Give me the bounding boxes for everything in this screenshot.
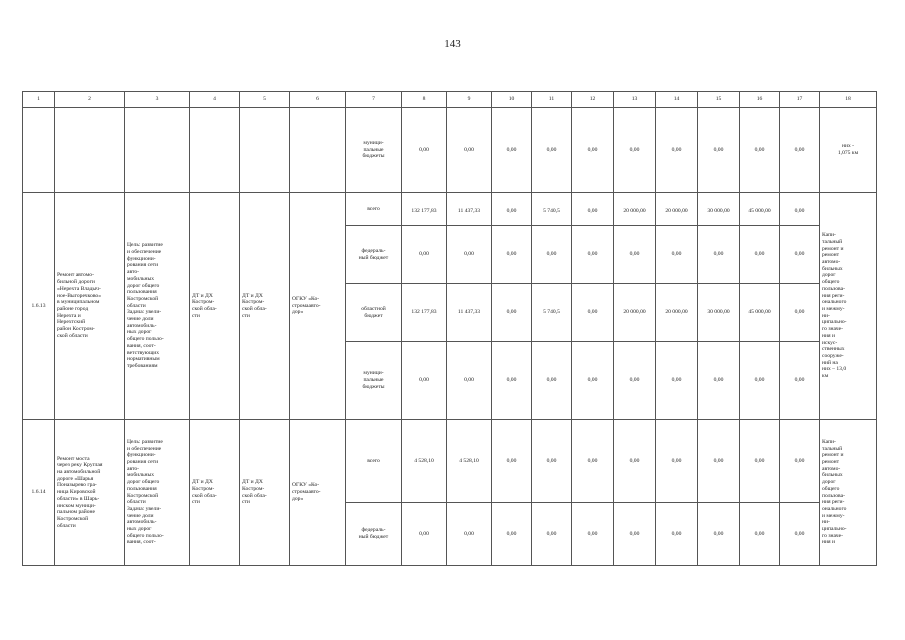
amount-cell: 0,00 [402,503,447,566]
amount-cell: 0,00 [740,226,780,284]
amount-cell: 45 000,00 [740,193,780,226]
amount-cell: 0,00 [447,226,492,284]
amount-cell: 132 177,83 [402,284,447,342]
funding-row [23,420,877,503]
amount-cell: 4 528,10 [447,420,492,503]
empty-cell [125,108,190,193]
column-number: 12 [572,92,614,108]
amount-cell: 0,00 [402,342,447,420]
amount-cell: 0,00 [572,342,614,420]
column-number: 5 [240,92,290,108]
item-name: Ремонт моста через реку Круглая на автомобильной дороге «Шарья Поназырево гра- ница Кировской области» в Шарь- инском муници- пальном районе Костромской области [55,420,125,566]
amount-cell: 0,00 [740,342,780,420]
amount-cell: 20 000,00 [614,284,656,342]
amount-cell: 0,00 [532,108,572,193]
amount-cell: 0,00 [402,108,447,193]
amount-cell: 0,00 [572,108,614,193]
amount-cell: 0,00 [447,108,492,193]
amount-cell: 0,00 [656,342,698,420]
column-number: 1 [23,92,55,108]
funding-row [23,193,877,226]
coordinator: ДТ и ДХ Костром- ской обла- сти [240,193,290,420]
amount-cell: 0,00 [780,503,820,566]
amount-cell: 0,00 [614,503,656,566]
amount-cell: 20 000,00 [614,193,656,226]
amount-cell: 30 000,00 [698,193,740,226]
funding-source: федераль- ный бюджет [346,226,402,284]
amount-cell: 0,00 [656,503,698,566]
column-number: 3 [125,92,190,108]
column-number: 8 [402,92,447,108]
amount-cell: 20 000,00 [656,193,698,226]
amount-cell: 0,00 [614,226,656,284]
empty-cell [190,108,240,193]
column-number-row [23,92,877,108]
amount-cell: 0,00 [780,226,820,284]
amount-cell: 0,00 [532,226,572,284]
funding-source: муници- пальные бюджеты [346,108,402,193]
funding-source: областной бюджет [346,284,402,342]
amount-cell: 0,00 [780,342,820,420]
amount-cell: 0,00 [572,503,614,566]
amount-cell: 0,00 [572,284,614,342]
column-number: 18 [820,92,877,108]
amount-cell: 0,00 [780,420,820,503]
amount-cell: 0,00 [740,503,780,566]
amount-cell: 0,00 [698,108,740,193]
column-number: 17 [780,92,820,108]
amount-cell: 0,00 [614,420,656,503]
amount-cell: 0,00 [492,420,532,503]
responsible-executor: ДТ и ДХ Костром- ской обла- сти [190,420,240,566]
amount-cell: 0,00 [492,503,532,566]
amount-cell: 0,00 [614,342,656,420]
empty-cell [290,108,346,193]
budget-table [22,91,877,566]
amount-cell: 0,00 [492,108,532,193]
amount-cell: 4 528,10 [402,420,447,503]
amount-cell: 0,00 [572,193,614,226]
amount-cell: 45 000,00 [740,284,780,342]
amount-cell: 0,00 [780,284,820,342]
amount-cell: 0,00 [656,108,698,193]
result-text: них - 1,075 км [820,108,877,193]
column-number: 11 [532,92,572,108]
amount-cell: 132 177,83 [402,193,447,226]
amount-cell: 0,00 [656,420,698,503]
amount-cell: 0,00 [614,108,656,193]
amount-cell: 0,00 [572,226,614,284]
column-number: 6 [290,92,346,108]
column-number: 13 [614,92,656,108]
amount-cell: 0,00 [656,226,698,284]
amount-cell: 20 000,00 [656,284,698,342]
column-number: 7 [346,92,402,108]
column-number: 15 [698,92,740,108]
amount-cell: 0,00 [532,420,572,503]
item-code: 1.6.14 [23,420,55,566]
empty-cell [55,108,125,193]
funding-source: всего [346,420,402,503]
result-text: Капи- тальный ремонт и ремонт автомо- бильных дорог общего пользова- ния реги- онального и межму- ни- ципально- го значе- ния и [820,420,877,566]
page-number: 143 [444,38,461,50]
executor: ОГКУ «Ко- стромаавто- дор» [290,193,346,420]
column-number: 4 [190,92,240,108]
funding-source: муници- пальные бюджеты [346,342,402,420]
amount-cell: 11 437,33 [447,284,492,342]
item-name: Ремонт автомо- бильной дороги «Нерехта Владыч- ное-Выгоречково» в муниципальном районе город Нерехта и Нерехтский район Костром- ской области [55,193,125,420]
amount-cell: 0,00 [698,503,740,566]
amount-cell: 30 000,00 [698,284,740,342]
column-number: 2 [55,92,125,108]
amount-cell: 0,00 [740,420,780,503]
empty-cell [23,108,55,193]
amount-cell: 0,00 [698,420,740,503]
amount-cell: 0,00 [492,342,532,420]
continuation-row [23,108,877,193]
amount-cell: 0,00 [572,420,614,503]
amount-cell: 0,00 [698,342,740,420]
empty-cell [240,108,290,193]
result-text: Капи- тальный ремонт и ремонт автомо- бильных дорог общего пользова- ния реги- онального и межму- ни- ципально- го значе- ния и искус- ственных сооруже- ний на них – 13,0 км [820,193,877,420]
amount-cell: 0,00 [740,108,780,193]
amount-cell: 0,00 [780,193,820,226]
amount-cell: 0,00 [532,503,572,566]
amount-cell: 5 740,5 [532,193,572,226]
amount-cell: 0,00 [492,284,532,342]
amount-cell: 0,00 [447,342,492,420]
column-number: 14 [656,92,698,108]
item-goal: Цель: развитие и обеспечение функциони- рования сети авто- мобильных дорог общего пользования Костромской области Задача: увели- чение доли автомобиль- ных дорог общего пользо- вания, соот- [125,420,190,566]
funding-source: федераль- ный бюджет [346,503,402,566]
amount-cell: 11 437,33 [447,193,492,226]
column-number: 10 [492,92,532,108]
amount-cell: 0,00 [492,193,532,226]
amount-cell: 5 740,5 [532,284,572,342]
amount-cell: 0,00 [492,226,532,284]
executor: ОГКУ «Ко- стромаавто- дор» [290,420,346,566]
amount-cell: 0,00 [698,226,740,284]
amount-cell: 0,00 [532,342,572,420]
column-number: 9 [447,92,492,108]
funding-source: всего [346,193,402,226]
amount-cell: 0,00 [447,503,492,566]
amount-cell: 0,00 [402,226,447,284]
responsible-executor: ДТ и ДХ Костром- ской обла- сти [190,193,240,420]
column-number: 16 [740,92,780,108]
item-goal: Цель: развитие и обеспечение функциони- рования сети авто- мобильных дорог общего пользования Костромской области Задача: увели- чение доли автомобиль- ных дорог общего пользо- вания, соот- ветствующих нормативным требованиям [125,193,190,420]
coordinator: ДТ и ДХ Костром- ской обла- сти [240,420,290,566]
amount-cell: 0,00 [780,108,820,193]
item-code: 1.6.13 [23,193,55,420]
